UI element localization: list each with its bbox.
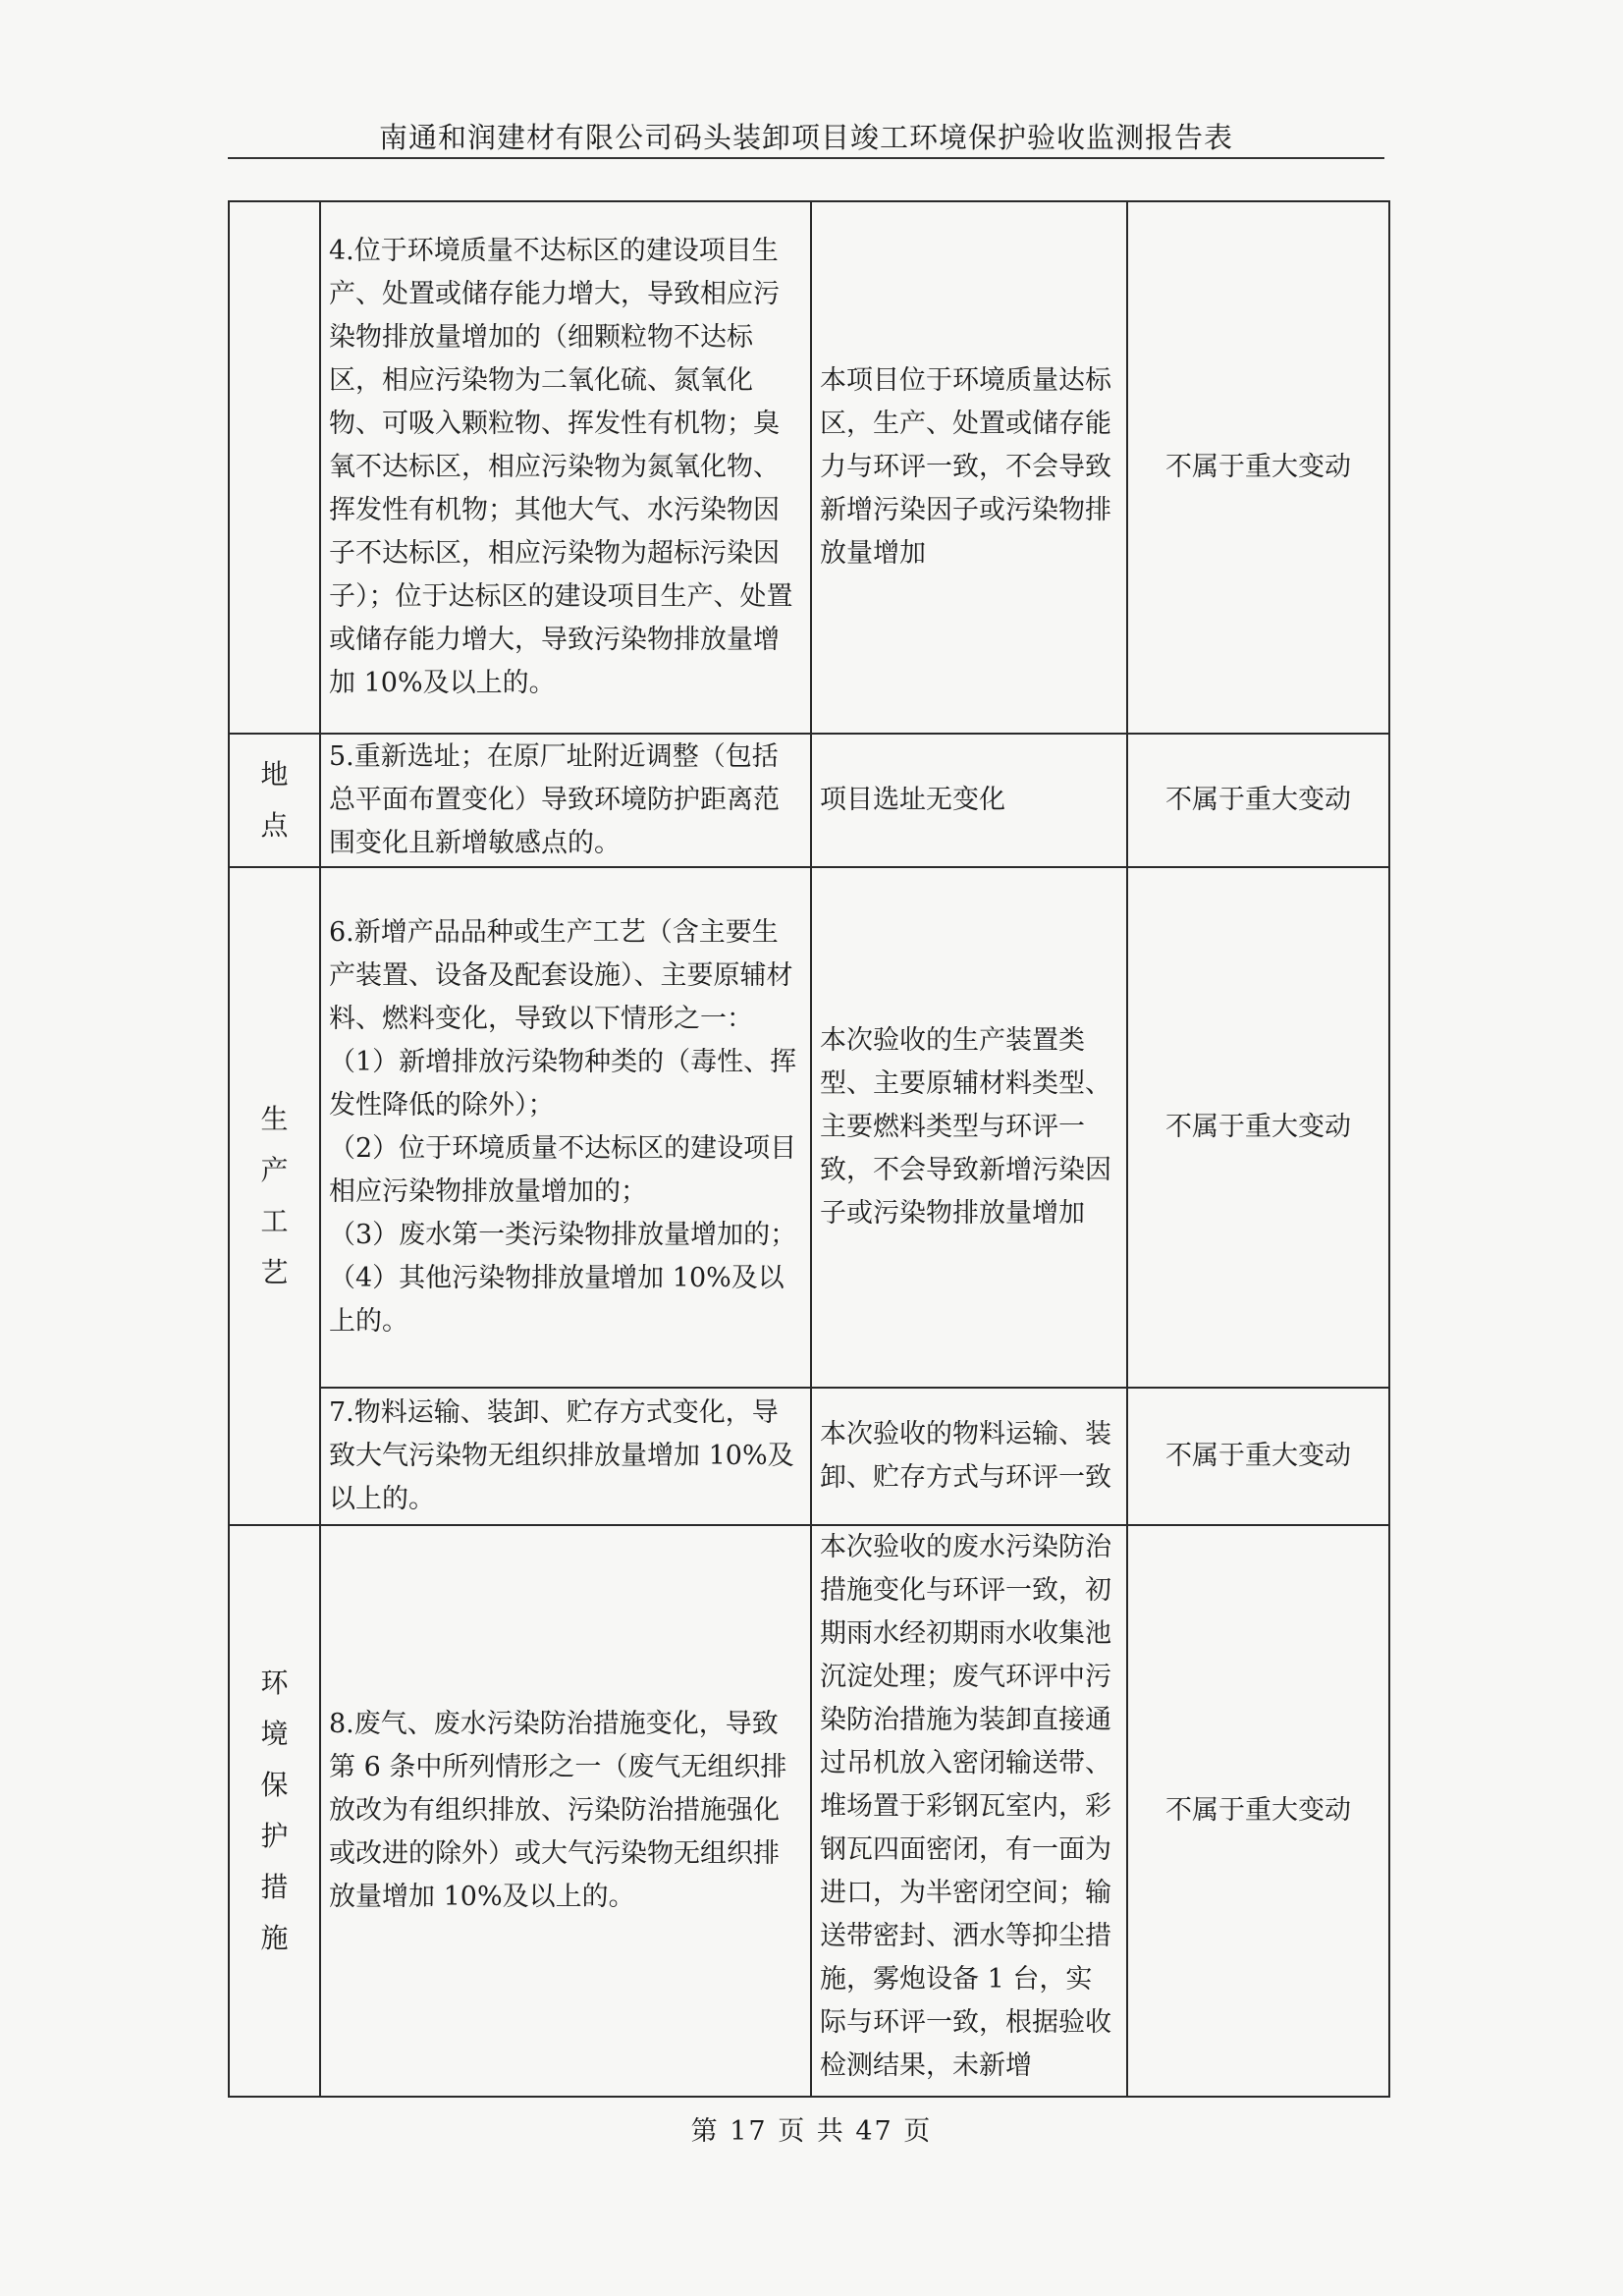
conclusion-cell: 不属于重大变动 <box>1127 734 1389 867</box>
situation-cell: 项目选址无变化 <box>811 734 1127 867</box>
requirement-cell <box>320 201 811 734</box>
requirement-text: （3）废水第一类污染物排放量增加的； <box>329 1220 797 1250</box>
table-row <box>229 867 1389 1388</box>
requirement-cell <box>320 867 811 1388</box>
category-cell: 生产工艺 <box>229 867 320 1525</box>
requirement-text: 6.新增产品品种或生产工艺（含主要生产装置、设备及配套设施）、主要原辅材料、燃料变化，导致以下情形之一： <box>329 917 793 1034</box>
situation-cell: 本项目位于环境质量达标区，生产、处置或储存能力与环评一致，不会导致新增污染因子或污染物排放量增加 <box>811 201 1127 734</box>
requirement-cell <box>320 1525 811 2097</box>
requirement-text: 4.位于环境质量不达标区的建设项目生产、处置或储存能力增大，导致相应污染物排放量增加的（细颗粒物不达标区，相应污染物为二氧化硫、氮氧化物、可吸入颗粒物、挥发性有机物；臭氧不达标区，相应污染物为氮氧化物、挥发性有机物；其他大气、水污染物因子不达标区，相应污染物为超标污染因子）；位于达标区的建设项目生产、处置或储存能力增大，导致污染物排放量增加 10%及以上的。 <box>329 236 793 698</box>
change-assessment-table <box>228 200 1390 2098</box>
category-cell: 环境保护措施 <box>229 1525 320 2097</box>
category-cell <box>229 201 320 734</box>
requirement-cell <box>320 734 811 867</box>
page-number: 第 17 页 共 47 页 <box>690 2116 933 2147</box>
situation-cell: 本次验收的废水污染防治措施变化与环评一致，初期雨水经初期雨水收集池沉淀处理；废气环评中污染防治措施为装卸直接通过吊机放入密闭输送带、堆场置于彩钢瓦室内，彩钢瓦四面密闭，有一面为进口，为半密闭空间；输送带密封、洒水等抑尘措施，雾炮设备 1 台，实际与环评一致，根据验收检测结果，未新增 <box>811 1525 1127 2097</box>
table-row <box>229 734 1389 867</box>
table-row <box>229 1525 1389 2097</box>
page-title: 南通和润建材有限公司码头装卸项目竣工环境保护验收监测报告表 <box>378 121 1233 154</box>
requirement-text: 8.废气、废水污染防治措施变化，导致第 6 条中所列情形之一（废气无组织排放改为有组织排放、污染防治措施强化或改进的除外）或大气污染物无组织排放量增加 10%及以上的。 <box>329 1709 787 1912</box>
table-row <box>229 201 1389 734</box>
situation-cell: 本次验收的生产装置类型、主要原辅材料类型、主要燃料类型与环评一致，不会导致新增污染因子或污染物排放量增加 <box>811 867 1127 1388</box>
category-cell: 地点 <box>229 734 320 867</box>
requirement-text: 5.重新选址；在原厂址附近调整（包括总平面布置变化）导致环境防护距离范围变化且新增敏感点的。 <box>329 741 780 858</box>
conclusion-cell: 不属于重大变动 <box>1127 867 1389 1388</box>
conclusion-cell: 不属于重大变动 <box>1127 1388 1389 1525</box>
requirement-text: （1）新增排放污染物种类的（毒性、挥发性降低的除外）； <box>329 1047 797 1121</box>
requirement-text: （4）其他污染物排放量增加 10%及以上的。 <box>329 1263 784 1337</box>
requirement-cell <box>320 1388 811 1525</box>
table-row <box>229 1388 1389 1525</box>
conclusion-cell: 不属于重大变动 <box>1127 201 1389 734</box>
situation-cell: 本次验收的物料运输、装卸、贮存方式与环评一致 <box>811 1388 1127 1525</box>
header-divider <box>228 157 1384 159</box>
conclusion-cell: 不属于重大变动 <box>1127 1525 1389 2097</box>
requirement-text: （2）位于环境质量不达标区的建设项目相应污染物排放量增加的； <box>329 1133 797 1207</box>
requirement-text: 7.物料运输、装卸、贮存方式变化，导致大气污染物无组织排放量增加 10%及以上的。 <box>329 1397 794 1514</box>
